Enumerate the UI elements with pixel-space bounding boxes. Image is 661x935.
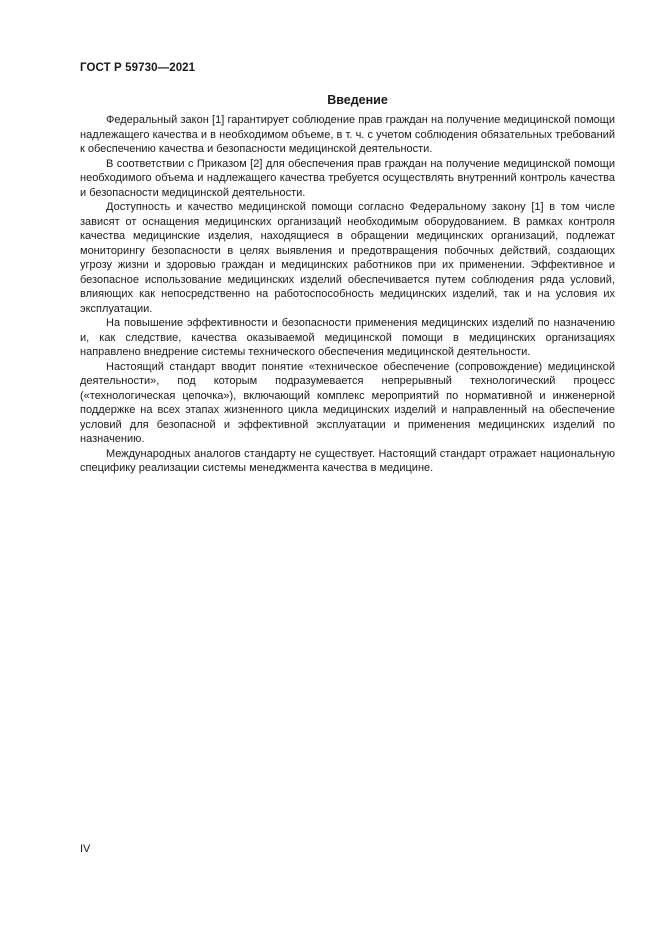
document-header: ГОСТ Р 59730—2021 <box>80 62 196 74</box>
section-body <box>80 113 615 476</box>
section-title: Введение <box>327 93 388 107</box>
paragraph: Международных аналогов стандарту не существует. Настоящий стандарт отражает национальную специфику реализации системы менеджмента качества в медицине. <box>80 447 615 474</box>
paragraph: Доступность и качество медицинской помощи согласно Федеральному закону [1] в том числе зависят от оснащения медицинских организаций необходимым оборудованием. В рамках контроля качества медицинские изделия, находящиеся в обращении медицинских организаций, подлежат мониторингу безопасности в целях выявления и предотвращения побочных действий, создающих угрозу жизни и здоровью граждан и медицинских работников при их применении. Эффективное и безопасное использование медицинских изделий обеспечивается путем соблюдения ряда условий, влияющих как непосредственно на работоспособность медицинских изделий, так и на условия их эксплуатации. <box>80 201 615 315</box>
paragraph: В соответствии с Приказом [2] для обеспечения прав граждан на получение медицинской помощи необходимого объема и надлежащего качества требуется осуществлять внутренний контроль качества и безопасности медицинской деятельности. <box>80 157 615 199</box>
paragraph: На повышение эффективности и безопасности применения медицинских изделий по назначению и, как следствие, качества оказываемой медицинской помощи в медицинских организациях направлено внедрение системы технического обеспечения медицинской деятельности. <box>80 317 615 358</box>
paragraph: Настоящий стандарт вводит понятие «техническое обеспечение (сопровождение) медицинской деятельности», под которым подразумевается непрерывный технологический процесс («технологическая цепочка»), включающий комплекс мероприятий по нормативной и инженерной поддержке на всех этапах жизненного цикла медицинских изделий и направленный на обеспечение условий для безопасной и эффективной эксплуатации и применения медицинских изделий по назначению. <box>80 360 615 445</box>
page-number: IV <box>80 843 91 855</box>
paragraph: Федеральный закон [1] гарантирует соблюдение прав граждан на получение медицинской помощи надлежащего качества и в необходимом объеме, в т. ч. с учетом соблюдения обязательных требований к обеспечению качества и безопасности медицинской деятельности. <box>80 114 615 155</box>
